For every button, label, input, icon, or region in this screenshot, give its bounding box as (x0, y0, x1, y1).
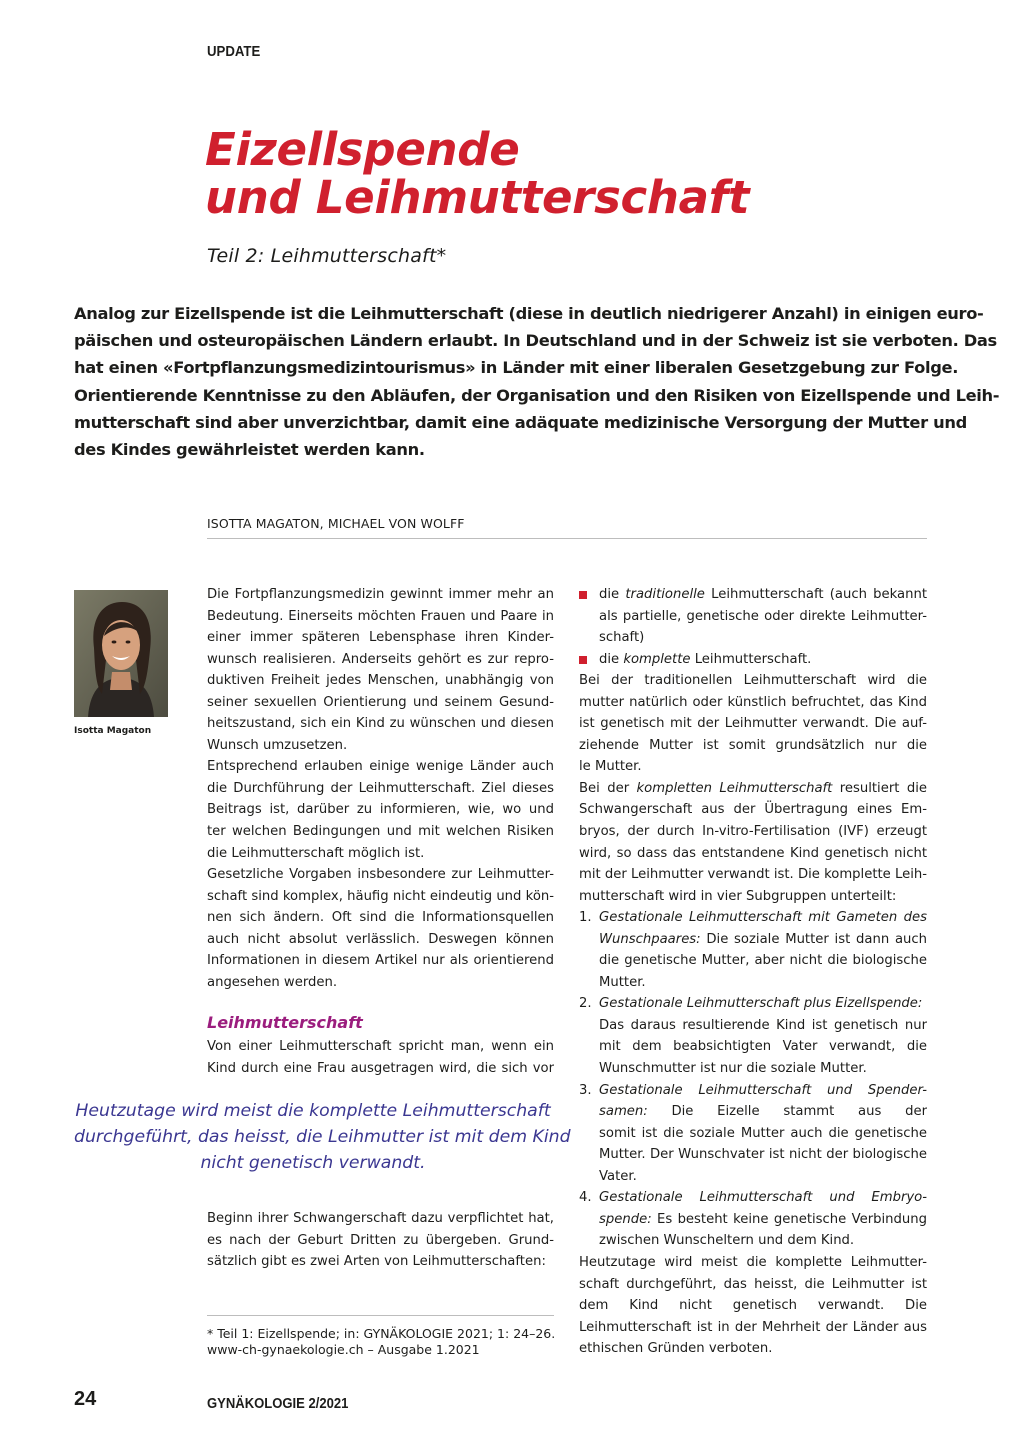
journal-issue: GYNÄKOLOGIE 2/2021 (207, 1396, 349, 1412)
text-line: Mutter. Der Wunschvater ist nicht der biologische (599, 1147, 927, 1163)
text-line: es nach der Geburt Dritten zu übergeben. Grund- (207, 1232, 554, 1248)
text-line: nen sich ändern. Oft sind die Informationsquellen (207, 910, 554, 926)
bullet-square-icon (579, 591, 587, 599)
item-number: 4. (579, 1190, 592, 1206)
numbered-item (579, 907, 927, 993)
text-line: Kind durch eine Frau ausgetragen wird, die sich vor (207, 1060, 554, 1076)
lead-line: Orientierende Kenntnisse zu den Abläufen, der Organisation und den Risiken von Eizellspende und Leih- (74, 385, 1000, 405)
text-line: le Mutter. (579, 759, 642, 775)
footnote (207, 1326, 555, 1358)
text-line: zwischen Wunscheltern und dem Kind. (599, 1233, 855, 1249)
text-line: spende: Es besteht keine genetische Verbindung (599, 1211, 927, 1227)
text-line: Beitrags ist, darüber zu informieren, wie, wo und (207, 802, 554, 818)
text-line: Gestationale Leihmutterschaft und Spender- (599, 1082, 927, 1098)
numbered-item (579, 993, 927, 1079)
text-line: samen: Die Eizelle stammt aus der (599, 1104, 927, 1120)
numbered-item (579, 1080, 927, 1188)
text-line: dem Kind nicht genetisch verwandt. Die (579, 1298, 927, 1314)
article-title (205, 123, 750, 224)
text-line: bryos, der durch In-vitro-Fertilisation (IVF) erzeugt (579, 824, 927, 840)
text-line: Beginn ihrer Schwangerschaft dazu verpflichtet hat, (207, 1211, 554, 1226)
text-line: Bei der kompletten Leihmutterschaft resultiert die (579, 780, 927, 796)
text-line: Wunsch umzusetzen. (207, 737, 348, 753)
text-line: Heutzutage wird meist die komplette Leihmutter- (579, 1254, 927, 1270)
text-line: ziehende Mutter ist somit grundsätzlich nur die (579, 737, 927, 753)
text-line: seiner sexuellen Orientierung und seinem Gesund- (207, 694, 554, 710)
pull-quote-line: durchgeführt, das heisst, die Leihmutter ist mit dem Kind (74, 1127, 571, 1147)
column-left-continued (207, 1036, 554, 1079)
text-line: einer immer späteren Lebensphase ihren Kinder- (207, 630, 554, 646)
text-line: heitszustand, sich ein Kind zu wünschen und diesen (207, 716, 554, 732)
text-line: somit ist die soziale Mutter auch die genetische (599, 1125, 927, 1141)
text-line: die Leihmutterschaft möglich ist. (207, 845, 425, 861)
text-line: Bedeutung. Einerseits möchten Frauen und Paare in (207, 608, 554, 624)
text-line: die traditionelle Leihmutterschaft (auch bekannt (599, 587, 927, 602)
section-label: UPDATE (207, 43, 261, 60)
text-line: Von einer Leihmutterschaft spricht man, wenn ein (207, 1039, 554, 1054)
lead-line: päischen und osteuropäischen Ländern erlaubt. In Deutschland und in der Schweiz ist sie verboten. Das (74, 331, 997, 351)
text-line: mit der Leihmutter verwandt ist. Die komplette Leih- (579, 867, 927, 883)
text-line: Das daraus resultierende Kind ist genetisch nur (599, 1017, 927, 1033)
text-line: Wunschmutter ist nur die soziale Mutter. (599, 1061, 867, 1077)
column-right (579, 584, 927, 1360)
footnote-divider (207, 1315, 554, 1316)
pull-quote-line: Heutzutage wird meist die komplette Leihmutterschaft (75, 1101, 551, 1121)
text-line: Entsprechend erlauben einige wenige Länder auch (207, 759, 554, 775)
text-line: mutterschaft wird in vier Subgruppen unterteilt: (579, 888, 897, 904)
text-line: Vater. (599, 1168, 637, 1184)
text-line: duktiven Freiheit jedes Menschen, unabhängig von (207, 673, 554, 689)
lead-line: Analog zur Eizellspende ist die Leihmutterschaft (diese in deutlich niedrigerer Anzahl) in einigen euro- (74, 304, 984, 323)
pull-quote-line: nicht genetisch verwandt. (200, 1153, 426, 1173)
photo-caption: Isotta Magaton (74, 726, 152, 736)
pull-quote (74, 1098, 571, 1176)
title-line: Eizellspende (205, 123, 520, 176)
text-line: die komplette Leihmutterschaft. (599, 651, 812, 667)
text-line: mutter natürlich oder künstlich befruchtet, das Kind (579, 694, 927, 710)
bullet-square-icon (579, 656, 587, 664)
text-line: Mutter. (599, 974, 646, 990)
text-line: schaft sind komplex, häufig nicht eindeutig und kön- (207, 888, 554, 904)
footnote-line: * Teil 1: Eizellspende; in: GYNÄKOLOGIE 2021; 1: 24–26. (207, 1326, 556, 1341)
page-number: 24 (74, 1388, 97, 1410)
text-line: sätzlich gibt es zwei Arten von Leihmutterschaften: (207, 1254, 546, 1270)
text-line: angesehen werden. (207, 974, 338, 990)
column-left-after-quote (207, 1208, 554, 1273)
text-line: wird, so dass das entstandene Kind genetisch nicht (579, 845, 927, 861)
item-number: 2. (579, 996, 592, 1012)
footnote-line: www-ch-gynaekologie.ch – Ausgabe 1.2021 (207, 1342, 480, 1357)
text-line: als partielle, genetische oder direkte Leihmutter- (599, 608, 927, 624)
text-line: die Durchführung der Leihmutterschaft. Ziel dieses (207, 780, 554, 796)
text-line: Wunschpaares: Die soziale Mutter ist dann auch (599, 931, 927, 947)
bullet-item (579, 649, 927, 671)
text-line: ter welchen Bedingungen und mit welchen Risiken (207, 824, 554, 840)
title-line: und Leihmutterschaft (205, 171, 750, 224)
item-number: 3. (579, 1082, 592, 1098)
article-subtitle: Teil 2: Leihmutterschaft* (207, 245, 447, 267)
lead-line: hat einen «Fortpflanzungsmedizintourismus» in Länder mit einer liberalen Gesetzgebung zur Folge. (74, 358, 959, 378)
text-line: Gestationale Leihmutterschaft mit Gameten des (599, 910, 927, 926)
text-line: Informationen in diesem Artikel nur als orientierend (207, 953, 554, 969)
text-line: ist genetisch mit der Leihmutter verwandt. Die auf- (579, 716, 927, 732)
text-line: Bei der traditionellen Leihmutterschaft wird die (579, 673, 927, 689)
text-line: schaft durchgeführt, das heisst, die Leihmutter ist (579, 1276, 927, 1292)
text-line: Gestationale Leihmutterschaft plus Eizellspende: (599, 996, 923, 1012)
text-line: schaft) (599, 630, 645, 646)
subheading-leihmutterschaft: Leihmutterschaft (207, 1013, 363, 1032)
authors: ISOTTA MAGATON, MICHAEL VON WOLFF (207, 516, 465, 531)
item-number: 1. (579, 910, 592, 926)
numbered-item (579, 1187, 927, 1252)
authors-divider (207, 538, 927, 539)
lead-line: mutterschaft sind aber unverzichtbar, damit eine adäquate medizinische Versorgung der Mutter und (74, 412, 967, 432)
text-line: auch nicht absolut verlässlich. Deswegen können (207, 931, 554, 947)
text-line: die genetische Mutter, aber nicht die biologische (599, 953, 927, 969)
lead-paragraph (74, 300, 1000, 463)
text-line: Gestationale Leihmutterschaft und Embryo- (599, 1190, 927, 1206)
text-line: Gesetzliche Vorgaben insbesondere zur Leihmutter- (207, 867, 554, 883)
bullet-item (579, 584, 927, 649)
text-line: Schwangerschaft aus der Übertragung eines Em- (579, 802, 927, 818)
lead-line: des Kindes gewährleistet werden kann. (74, 440, 425, 460)
text-line: Die Fortpflanzungsmedizin gewinnt immer mehr an (207, 587, 554, 602)
text-line: mit dem beabsichtigten Vater verwandt, die (599, 1039, 927, 1055)
portrait-image (74, 590, 168, 717)
text-line: wunsch realisieren. Anderseits gehört es zur repro- (207, 651, 554, 667)
column-left (207, 584, 554, 993)
text-line: Leihmutterschaft ist in der Mehrheit der Länder aus (579, 1319, 927, 1335)
author-photo (74, 590, 168, 717)
text-line: ethischen Gründen verboten. (579, 1341, 773, 1357)
